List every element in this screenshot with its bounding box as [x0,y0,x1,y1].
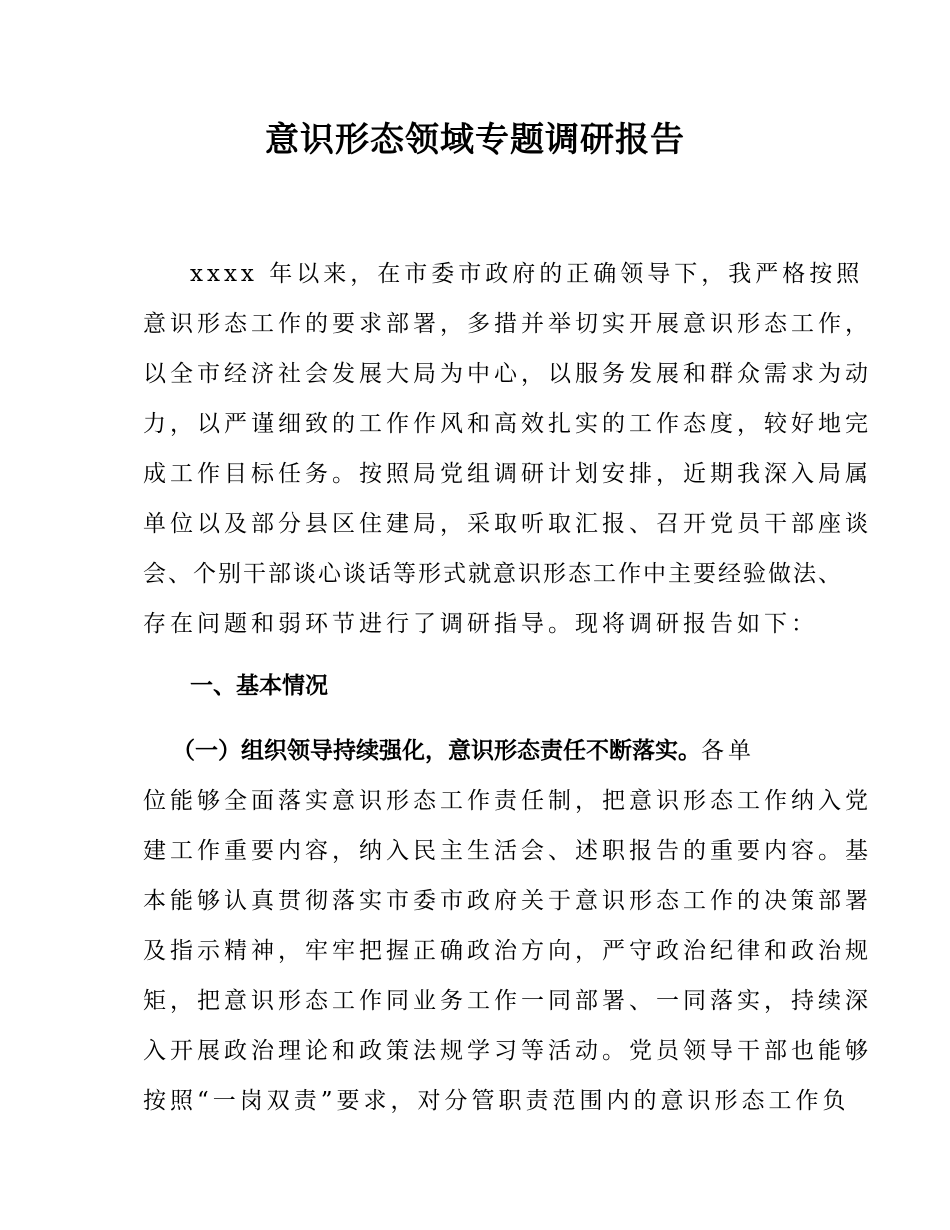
paragraph-line: 位能够全面落实意识形态工作责任制，把意识形态工作纳入党 [143,788,872,814]
paragraph-line: 存在问题和弱环节进行了调研指导。现将调研报告如下： [143,611,818,637]
section-heading: 一、基本情况 [190,673,328,699]
paragraph-line: 会、个别干部谈心谈话等形式就意识形态工作中主要经验做法、 [143,561,843,587]
paragraph-line: 单位以及部分县区住建局，采取听取汇报、召开党员干部座谈 [143,511,872,537]
paragraph-line: 成工作目标任务。按照局党组调研计划安排，近期我深入局属 [143,461,872,487]
subsection-lead-rest: 各单 [701,738,755,764]
subsection-heading: （一）组织领导持续强化，意识形态责任不断落实。 [172,738,701,764]
paragraph-line: 建工作重要内容，纳入民主生活会、述职报告的重要内容。基 [143,838,872,864]
paragraph-line: 本能够认真贯彻落实市委市政府关于意识形态工作的决策部署 [143,888,872,914]
paragraph-line: 意识形态工作的要求部署，多措并举切实开展意识形态工作， [143,311,872,337]
paragraph-line: 矩，把意识形态工作同业务工作一同部署、一同落实，持续深 [143,988,872,1014]
paragraph-line: 力，以严谨细致的工作作风和高效扎实的工作态度，较好地完 [143,411,872,437]
paragraph-line: xxxx 年以来，在市委市政府的正确领导下，我严格按照 [190,261,864,287]
paragraph-line: 及指示精神，牢牢把握正确政治方向，严守政治纪律和政治规 [143,938,872,964]
subsection-lead-line [172,734,755,768]
paragraph-line: 以全市经济社会发展大局为中心，以服务发展和群众需求为动 [143,361,872,387]
paragraph-line: 入开展政治理论和政策法规学习等活动。党员领导干部也能够 [143,1038,872,1064]
document-title: 意识形态领域专题调研报告 [265,120,685,160]
paragraph-line: 按照“一岗双责”要求，对分管职责范围内的意识形态工作负 [143,1088,850,1114]
